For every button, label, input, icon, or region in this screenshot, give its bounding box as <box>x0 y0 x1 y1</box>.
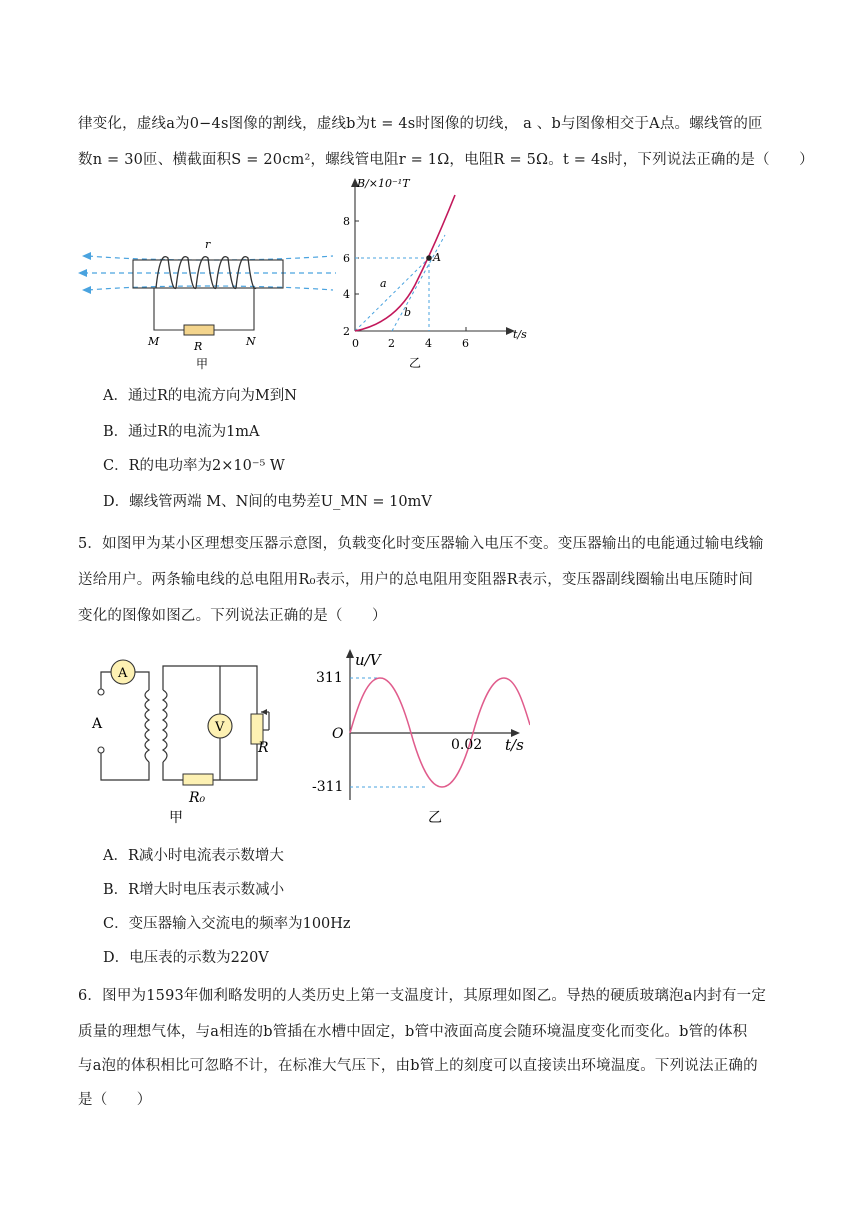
y-max-label: 311 <box>316 670 343 686</box>
resistor-R-label: R <box>258 740 269 756</box>
q4-option-b: B．通过R的电流为1mA <box>103 424 260 440</box>
x-tick-2: 2 <box>388 337 395 350</box>
line-a-label: a <box>380 277 387 290</box>
y-min-label: -311 <box>312 779 344 795</box>
y-axis-label: u/V <box>355 651 381 669</box>
q4-figure-jia-solenoid <box>78 230 343 375</box>
q5-option-c: C．变压器输入交流电的频率为100Hz <box>103 916 351 932</box>
y-axis-label: B/×10⁻¹T <box>357 177 410 190</box>
figure-caption-yi: 乙 <box>428 810 442 826</box>
voltmeter-label: V <box>215 720 225 735</box>
line-b-label: b <box>404 306 412 319</box>
figure-caption-yi: 乙 <box>409 356 422 370</box>
q4-text-line-2: 数n = 30匝、横截面积S = 20cm²，螺线管电阻r = 1Ω，电阻R = 5Ω。t = 4s时，下列说法正确的是（ ） <box>78 152 814 168</box>
q5-text-line-3: 变化的图像如图乙。下列说法正确的是（ ） <box>78 608 387 624</box>
q6-text-line-4: 是（ ） <box>78 1092 152 1108</box>
q6-text-line-1: 6．图甲为1593年伽利略发明的人类历史上第一支温度计，其原理如图乙。导热的硬质玻璃泡a内封有一定 <box>78 988 767 1004</box>
resistor-R0-label: R₀ <box>189 790 206 806</box>
q6-text-line-2: 质量的理想气体，与a相连的b管插在水槽中固定，b管中液面高度会随环境温度变化而变化。b管的体积 <box>78 1024 748 1040</box>
y-tick-2: 2 <box>343 325 350 338</box>
origin-label: O <box>332 726 344 742</box>
resistor-R-label: R <box>194 340 203 353</box>
q4-figure-yi-graph <box>335 175 535 375</box>
q5-figure-yi-sine <box>310 645 530 830</box>
q4-option-c: C．R的电功率为2×10⁻⁵ W <box>103 458 285 474</box>
input-A-label: A <box>92 716 103 732</box>
x-tick-0-02: 0.02 <box>451 737 483 753</box>
x-tick-6: 6 <box>462 337 469 350</box>
q5-text-line-2: 送给用户。两条输电线的总电阻用R₀表示，用户的总电阻用变阻器R表示，变压器副线圈输出电压随时间 <box>78 572 754 588</box>
figure-caption-jia: 甲 <box>196 357 209 371</box>
x-axis-label: t/s <box>513 328 527 341</box>
q5-option-d: D．电压表的示数为220V <box>103 950 269 966</box>
coil-r-label: r <box>205 238 211 251</box>
x-axis-label: t/s <box>505 736 524 754</box>
terminal-N-label: N <box>246 335 256 348</box>
point-A-label: A <box>433 251 441 264</box>
y-tick-8: 8 <box>343 215 350 228</box>
q5-figure-jia-transformer <box>85 652 285 832</box>
q5-text-line-1: 5．如图甲为某小区理想变压器示意图，负载变化时变压器输入电压不变。变压器输出的电能通过输电线输 <box>78 536 764 552</box>
q4-text-line-1: 律变化，虚线a为0−4s图像的割线，虚线b为t = 4s时图像的切线， a 、b与图像相交于A点。螺线管的匝 <box>78 116 763 132</box>
ammeter-label: A <box>118 666 128 681</box>
q5-option-b: B．R增大时电压表示数减小 <box>103 882 285 898</box>
terminal-M-label: M <box>148 335 160 348</box>
q4-option-a: A．通过R的电流方向为M到N <box>103 388 297 404</box>
x-tick-4: 4 <box>425 337 432 350</box>
q6-text-line-3: 与a泡的体积相比可忽略不计，在标准大气压下，由b管上的刻度可以直接读出环境温度。下列说法正确的 <box>78 1058 758 1074</box>
y-tick-6: 6 <box>343 252 350 265</box>
x-tick-0: 0 <box>352 337 359 350</box>
figure-caption-jia: 甲 <box>169 810 183 826</box>
y-tick-4: 4 <box>343 288 350 301</box>
q4-option-d: D．螺线管两端 M、N间的电势差U_MN = 10mV <box>103 494 432 510</box>
q5-option-a: A．R减小时电流表示数增大 <box>103 848 284 864</box>
